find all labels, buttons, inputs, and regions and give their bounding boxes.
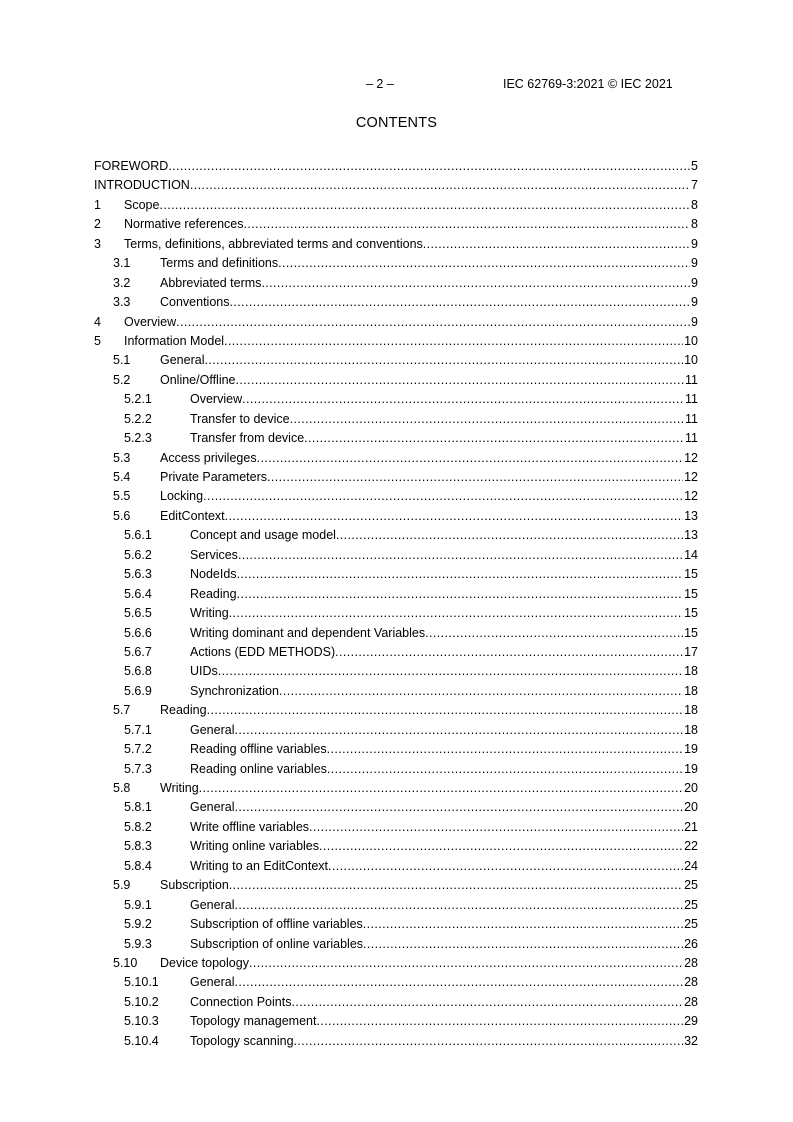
dot-leader [257,449,684,468]
toc-entry-number: 5.9 [113,878,131,893]
toc-entry-number: 5.9.2 [124,917,152,932]
toc-entry-number: 5.2 [113,372,131,387]
toc-entry-number: 5 [94,333,101,348]
toc-entry[interactable] [94,313,698,332]
toc-entry-page: 18 [683,662,698,681]
dot-leader [236,371,685,390]
toc-entry-number: 5.9.1 [124,897,152,912]
toc-entry-title: NodeIds [190,565,237,584]
toc-entry-page: 20 [683,798,698,817]
dot-leader [304,429,684,448]
toc-entry-title: Writing dominant and dependent Variables [190,624,425,643]
toc-entry[interactable] [94,760,698,779]
dot-leader [230,293,691,312]
toc-entry-title: Transfer from device [190,429,304,448]
toc-entry[interactable] [94,546,698,565]
toc-entry[interactable] [94,351,698,370]
toc-entry-number: 5.9.3 [124,936,152,951]
dot-leader [336,526,683,545]
toc-entry-number: 5.6.8 [124,664,152,679]
dot-leader [316,1012,683,1031]
dot-leader [244,215,691,234]
toc-entry[interactable] [94,196,698,215]
toc-entry[interactable] [94,371,698,390]
toc-entry[interactable] [94,1032,698,1051]
toc-entry[interactable] [94,896,698,915]
toc-entry-number: 5.2.3 [124,431,152,446]
dot-leader [242,390,684,409]
toc-entry-number: 3.1 [113,256,131,271]
toc-entry[interactable] [94,798,698,817]
toc-entry-number: 5.7.1 [124,722,152,737]
dot-leader [328,857,683,876]
toc-entry[interactable] [94,993,698,1012]
standard-reference: IEC 62769-3:2021 © IEC 2021 [503,77,673,91]
dot-leader [234,721,683,740]
toc-entry[interactable] [94,682,698,701]
toc-entry[interactable] [94,410,698,429]
toc-entry[interactable] [94,837,698,856]
dot-leader [363,915,683,934]
dot-leader [207,701,684,720]
toc-entry-title: Actions (EDD METHODS) [190,643,335,662]
toc-entry-page: 15 [683,604,698,623]
toc-entry[interactable] [94,332,698,351]
toc-entry-number: 5.6.2 [124,547,152,562]
dot-leader [203,487,683,506]
toc-entry-title: INTRODUCTION [94,176,190,195]
toc-entry-title: EditContext [160,507,225,526]
toc-entry-page: 11 [684,390,698,409]
toc-entry-title: General [190,896,234,915]
dot-leader [309,818,683,837]
toc-entry-page: 15 [683,624,698,643]
toc-entry-page: 9 [690,293,698,312]
dot-leader [294,1032,684,1051]
dot-leader [168,157,690,176]
toc-entry-title: Subscription of offline variables [190,915,363,934]
toc-entry-page: 18 [683,701,698,720]
toc-entry-page: 9 [690,235,698,254]
toc-entry[interactable] [94,215,698,234]
toc-entry-page: 28 [683,973,698,992]
toc-entry-page: 12 [683,468,698,487]
toc-entry-number: 5.4 [113,470,131,484]
toc-entry-title: UIDs [190,662,218,681]
toc-entry-title: Writing online variables [190,837,319,856]
toc-entry-title: Write offline variables [190,818,309,837]
toc-entry-title: Subscription of online variables [190,935,363,954]
toc-entry-title: Information Model [124,332,224,351]
toc-entry-number: 3.3 [113,295,131,310]
toc-entry[interactable] [94,915,698,934]
toc-entry-title: Abbreviated terms [160,274,261,293]
toc-entry-title: General [160,351,204,370]
dot-leader [234,798,683,817]
toc-entry-number: 5.2.2 [124,411,152,426]
toc-entry[interactable] [94,176,698,195]
toc-entry[interactable] [94,779,698,798]
dot-leader [335,643,683,662]
toc-entry-page: 15 [683,585,698,604]
toc-entry[interactable] [94,857,698,876]
dot-leader [290,410,684,429]
dot-leader [423,235,690,254]
toc-entry-page: 25 [683,915,698,934]
toc-entry-number: 5.1 [113,353,131,368]
toc-entry-number: 5.6.4 [124,586,152,601]
toc-entry-number: 5.6.6 [124,625,152,640]
toc-entry-number: 5.6.7 [124,644,152,659]
toc-entry[interactable] [94,157,698,176]
toc-entry-title: Reading offline variables [190,740,327,759]
toc-entry-page: 11 [684,371,698,390]
toc-entry-number: 5.10.2 [124,994,159,1009]
toc-entry[interactable] [94,487,698,506]
toc-entry-number: 5.7.3 [124,761,152,776]
toc-entry-page: 10 [683,351,698,370]
toc-entry-page: 14 [683,546,698,565]
toc-entry-page: 21 [683,818,698,837]
toc-entry[interactable] [94,876,698,895]
toc-entry-number: 1 [94,197,101,212]
toc-entry-title: Conventions [160,293,230,312]
toc-entry-page: 20 [683,779,698,798]
dot-leader [291,993,683,1012]
toc-entry[interactable] [94,1012,698,1031]
toc-entry-title: Online/Offline [160,371,236,390]
dot-leader [234,973,683,992]
toc-entry-page: 25 [683,896,698,915]
toc-entry-page: 10 [683,332,698,351]
dot-leader [237,565,684,584]
toc-entry[interactable] [94,274,698,293]
dot-leader [363,935,683,954]
toc-entry-title: FOREWORD [94,157,168,176]
toc-entry-number: 5.8.1 [124,800,152,815]
toc-entry-number: 5.6.1 [124,528,152,543]
toc-entry[interactable] [94,662,698,681]
toc-entry-number: 5.8.4 [124,858,152,873]
dot-leader [327,740,683,759]
toc-entry-title: Synchronization [190,682,279,701]
toc-entry[interactable] [94,565,698,584]
toc-entry-page: 24 [683,857,698,876]
toc-entry-number: 5.10.4 [124,1033,159,1048]
toc-entry-title: Scope [124,196,159,215]
toc-entry-number: 5.6 [113,508,131,523]
dot-leader [327,760,683,779]
toc-entry-number: 5.10.3 [124,1014,159,1029]
toc-entry-title: Writing [160,779,199,798]
toc-entry-title: Topology scanning [190,1032,294,1051]
dot-leader [225,507,683,526]
toc-entry-title: Device topology [160,954,249,973]
table-of-contents [94,157,698,1051]
toc-entry-number: 5.7 [113,703,131,718]
toc-entry-page: 19 [683,760,698,779]
toc-entry-number: 5.6.9 [124,683,152,698]
toc-entry-title: Concept and usage model [190,526,336,545]
toc-entry-page: 9 [690,313,698,332]
toc-entry-title: Services [190,546,238,565]
toc-entry-title: Private Parameters [160,468,267,487]
page-header [0,77,793,93]
toc-entry-title: Overview [190,390,242,409]
toc-entry-page: 11 [684,429,698,448]
toc-entry-title: Connection Points [190,993,291,1012]
toc-entry-page: 17 [683,643,698,662]
toc-entry[interactable] [94,604,698,623]
toc-entry-title: Topology management [190,1012,316,1031]
toc-entry[interactable] [94,818,698,837]
toc-entry-page: 13 [683,507,698,526]
toc-entry-title: Writing to an EditContext [190,857,328,876]
toc-entry-title: General [190,973,234,992]
dot-leader [238,546,683,565]
toc-entry-page: 22 [683,837,698,856]
toc-entry-number: 5.7.2 [124,742,152,757]
toc-entry[interactable] [94,526,698,545]
toc-entry-page: 13 [683,526,698,545]
toc-entry-page: 19 [683,740,698,759]
dot-leader [229,604,683,623]
dot-leader [261,274,690,293]
toc-entry-title: Terms and definitions [160,254,278,273]
toc-entry-title: Access privileges [160,449,257,468]
dot-leader [199,779,683,798]
dot-leader [278,254,690,273]
toc-entry-title: Reading [160,701,207,720]
toc-entry-number: 5.8 [113,781,131,795]
toc-entry[interactable] [94,449,698,468]
dot-leader [224,332,683,351]
toc-entry-page: 28 [683,954,698,973]
dot-leader [425,624,683,643]
toc-entry-number: 3.2 [113,275,131,290]
toc-entry-number: 5.8.3 [124,839,152,854]
toc-entry-page: 11 [684,410,698,429]
dot-leader [319,837,683,856]
toc-entry-number: 5.10.1 [124,975,159,990]
dot-leader [237,585,684,604]
toc-entry[interactable] [94,293,698,312]
dot-leader [234,896,683,915]
toc-entry-page: 8 [690,196,698,215]
toc-entry[interactable] [94,624,698,643]
toc-entry-title: Writing [190,604,229,623]
toc-entry-title: Reading [190,585,237,604]
toc-entry[interactable] [94,254,698,273]
dot-leader [190,176,690,195]
toc-entry-number: 5.6.3 [124,567,152,582]
toc-entry-number: 2 [94,217,101,232]
dot-leader [249,954,683,973]
toc-entry-number: 5.10 [113,955,138,970]
toc-entry-title: Transfer to device [190,410,290,429]
toc-entry-page: 26 [683,935,698,954]
toc-entry-title: Terms, definitions, abbreviated terms and conventions [124,235,423,254]
dot-leader [279,682,683,701]
page-number: – 2 – [366,77,394,91]
toc-entry[interactable] [94,721,698,740]
toc-entry-number: 5.3 [113,450,131,465]
toc-entry-page: 32 [683,1032,698,1051]
toc-entry-title: Subscription [160,876,229,895]
toc-entry-page: 18 [683,721,698,740]
toc-entry-page: 18 [683,682,698,701]
toc-entry[interactable] [94,740,698,759]
toc-entry[interactable] [94,935,698,954]
toc-entry[interactable] [94,390,698,409]
toc-entry-title: General [190,721,234,740]
dot-leader [204,351,683,370]
toc-entry[interactable] [94,643,698,662]
toc-entry-page: 8 [690,215,698,234]
dot-leader [229,876,683,895]
toc-entry-page: 15 [683,565,698,584]
toc-entry-page: 9 [690,274,698,293]
toc-entry-number: 5.5 [113,489,131,504]
toc-entry-page: 5 [690,157,698,176]
dot-leader [159,196,690,215]
toc-entry-page: 28 [683,993,698,1012]
toc-entry-title: General [190,798,234,817]
toc-entry-page: 25 [683,876,698,895]
toc-entry[interactable] [94,507,698,526]
toc-entry[interactable] [94,235,698,254]
toc-entry-page: 29 [683,1012,698,1031]
toc-entry[interactable] [94,585,698,604]
toc-entry-page: 9 [690,254,698,273]
toc-entry[interactable] [94,701,698,720]
toc-entry[interactable] [94,468,698,487]
toc-entry-page: 7 [690,176,698,195]
dot-leader [218,662,683,681]
dot-leader [267,468,683,487]
contents-title: CONTENTS [355,115,438,131]
dot-leader [176,313,690,332]
toc-entry-page: 12 [683,487,698,506]
toc-entry[interactable] [94,954,698,973]
toc-entry[interactable] [94,429,698,448]
toc-entry-title: Normative references [124,215,244,234]
toc-entry-number: 5.6.5 [124,606,152,621]
toc-entry-title: Overview [124,313,176,332]
toc-entry-number: 5.8.2 [124,819,152,834]
toc-entry-number: 4 [94,314,101,329]
toc-entry-title: Reading online variables [190,760,327,779]
toc-entry-number: 5.2.1 [124,392,152,407]
toc-entry-number: 3 [94,236,101,251]
toc-entry-page: 12 [683,449,698,468]
toc-entry-title: Locking [160,487,203,506]
toc-entry[interactable] [94,973,698,992]
